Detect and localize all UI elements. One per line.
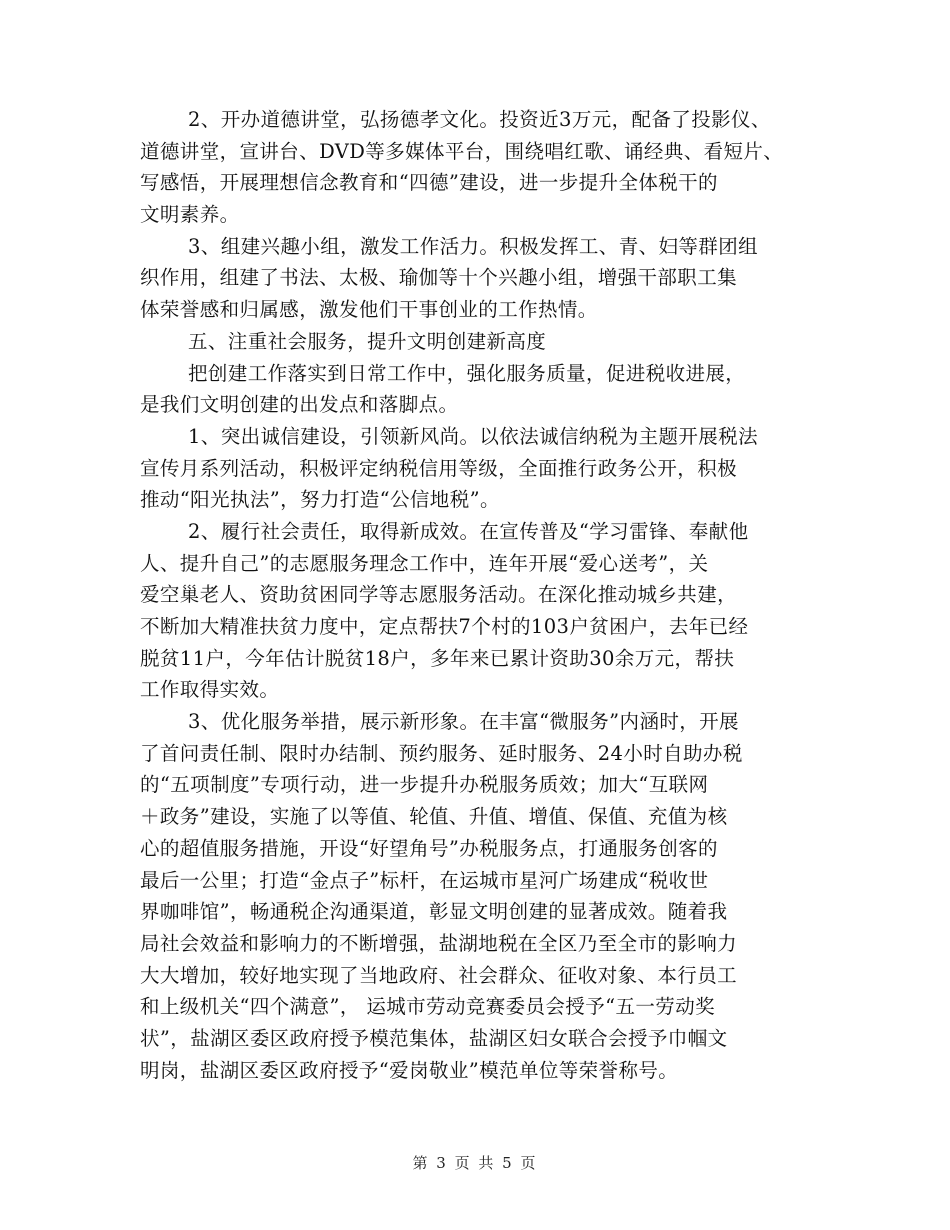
text-line: 爱空巢老人、资助贫困同学等志愿服务活动。在深化推动城乡共建， [140,583,738,607]
text-line: 五、注重社会服务，提升文明创建新高度 [188,329,547,353]
text-line: 文明素养。 [140,203,240,227]
text-line: 人、提升自己”的志愿服务理念工作中，连年开展“爱心送考”，关 [140,551,709,575]
text-line: 局社会效益和影响力的不断增强，盐湖地税在全区乃至全市的影响力 [140,931,738,955]
page-number-footer: 第 3 页 共 5 页 [412,1154,538,1172]
text-line: 织作用，组建了书法、太极、瑜伽等十个兴趣小组，增强干部职工集 [140,266,738,290]
text-line: 了首问责任制、限时办结制、预约服务、延时服务、24小时自助办税 [140,741,743,765]
document-body [140,104,820,1086]
text-line: 2、履行社会责任，取得新成效。在宣传普及“学习雷锋、奉献他 [188,519,749,543]
text-line: 3、组建兴趣小组，激发工作活力。积极发挥工、青、妇等群团组 [188,234,759,258]
text-line: 不断加大精准扶贫力度中，定点帮扶7个村的103户贫困户，去年已经 [140,615,749,638]
text-line: 工作取得实效。 [140,678,280,702]
text-line: 推动“阳光执法”，努力打造“公信地税”。 [140,488,500,512]
text-line: 最后一公里；打造“金点子”标杆，在运城市星河广场建成“税收世 [140,868,709,892]
text-line: 把创建工作落实到日常工作中，强化服务质量，促进税收进展， [188,361,746,385]
text-line: 3、优化服务举措，展示新形象。在丰富“微服务”内涵时，开展 [188,710,739,734]
text-line: 明岗，盐湖区委区政府授予“爱岗敬业”模范单位等荣誉称号。 [140,1058,679,1082]
text-line: 是我们文明创建的出发点和落脚点。 [140,393,459,417]
text-line: 2、开办道德讲堂，弘扬德孝文化。投资近3万元，配备了投影仪、 [188,108,771,131]
text-line: 1、突出诚信建设，引领新风尚。以依法诚信纳税为主题开展税法 [188,424,759,448]
text-line: 道德讲堂，宣讲台、DVD等多媒体平台，围绕唱红歌、诵经典、看短片、 [140,139,784,163]
text-line: ＋政务”建设，实施了以等值、轮值、升值、增值、保值、充值为核 [140,805,728,829]
text-line: 状”，盐湖区委区政府授予模范集体，盐湖区妇女联合会授予巾帼文 [140,1026,728,1050]
text-line: 宣传月系列活动，积极评定纳税信用等级，全面推行政务公开，积极 [140,456,738,480]
text-line: 写感悟，开展理想信念教育和“四德”建设，进一步提升全体税干的 [140,171,718,195]
text-line: 和上级机关“四个满意”， 运城市劳动竞赛委员会授予“五一劳动奖 [140,995,716,1019]
text-line: 心的超值服务措施，开设“好望角号”办税服务点，打通服务创客的 [140,836,718,860]
text-line: 脱贫11户，今年估计脱贫18户，多年来已累计资助30余万元，帮扶 [140,646,735,670]
text-line: 体荣誉感和归属感，激发他们干事创业的工作热情。 [140,298,598,322]
text-line: 界咖啡馆”，畅通税企沟通渠道，彰显文明创建的显著成效。随着我 [140,900,728,924]
text-line: 的“五项制度”专项行动，进一步提升办税服务质效；加大“互联网 [140,773,709,797]
text-line: 大大增加，较好地实现了当地政府、社会群众、征收对象、本行员工 [140,963,738,987]
